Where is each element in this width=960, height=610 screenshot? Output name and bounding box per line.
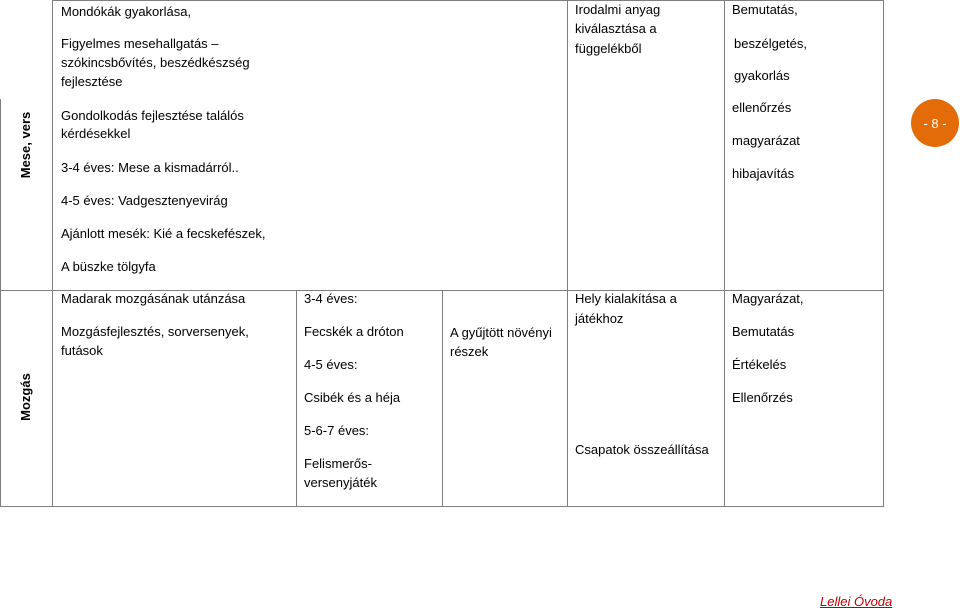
col5-left-border [724, 0, 725, 507]
cell-text: kérdésekkel [61, 126, 131, 141]
cell-text: magyarázat [732, 133, 800, 148]
cell-text: játékhoz [575, 311, 624, 326]
cell-text: 4-5 éves: Vadgesztenyevirág [61, 193, 228, 208]
cell-text: 3-4 éves: Mese a kismadárról.. [61, 160, 239, 175]
cell-text: Értékelés [732, 357, 787, 372]
col2-left-border [296, 290, 297, 507]
cell-text: Irodalmi anyag [575, 2, 661, 17]
section-heading-mozgas: Mozgás [18, 373, 33, 421]
cell-text: Mozgásfejlesztés, sorversenyek, [61, 324, 249, 339]
cell-text: Gondolkodás fejlesztése találós [61, 108, 244, 123]
cell-text: beszélgetés, [734, 36, 807, 51]
cell-text: ellenőrzés [732, 100, 792, 115]
cell-text: futások [61, 343, 103, 358]
cell-text: Magyarázat, [732, 291, 804, 306]
cell-text: Mondókák gyakorlása, [61, 4, 192, 19]
footer-text: Lellei Óvoda [820, 594, 893, 609]
cell-text: Hely kialakítása a [575, 291, 677, 306]
cell-text: Madarak mozgásának utánzása [61, 291, 246, 306]
section-heading-mese: Mese, vers [18, 111, 33, 179]
page-number-badge: - 8 - [911, 99, 959, 147]
cell-text: Csibék és a héja [304, 390, 401, 405]
cell-text: gyakorlás [734, 68, 790, 83]
cell-text: függelékből [575, 41, 642, 56]
cell-text: Bemutatás, [732, 2, 798, 17]
cell-text: 5-6-7 éves: [304, 423, 370, 438]
cell-text: Fecskék a dróton [304, 324, 404, 339]
cell-text: hibajavítás [732, 166, 795, 181]
col4-left-border [567, 0, 568, 507]
cell-text: 4-5 éves: [304, 357, 358, 372]
cell-text: A büszke tölgyfa [61, 259, 156, 274]
cell-text: szókincsbővítés, beszédkészség [61, 55, 250, 70]
col3-left-border [442, 290, 443, 507]
cell-text: A gyűjtött növényi [450, 325, 552, 340]
cell-text: versenyjáték [304, 475, 377, 490]
heading-column-border [52, 0, 53, 507]
cell-text: Figyelmes mesehallgatás – [61, 36, 219, 51]
table-right-border [883, 0, 884, 507]
cell-text: Ajánlott mesék: Kié a fecskefészek, [61, 226, 266, 241]
cell-text: Felismerős- [304, 456, 372, 471]
table-left-border [0, 99, 1, 507]
cell-text: részek [450, 344, 489, 359]
cell-text: kiválasztása a [575, 21, 657, 36]
cell-text: 3-4 éves: [304, 291, 358, 306]
cell-text: fejlesztése [61, 74, 123, 89]
cell-text: Bemutatás [732, 324, 795, 339]
cell-text: Csapatok összeállítása [575, 442, 709, 457]
table-top-border [52, 0, 884, 1]
cell-text: Ellenőrzés [732, 390, 793, 405]
